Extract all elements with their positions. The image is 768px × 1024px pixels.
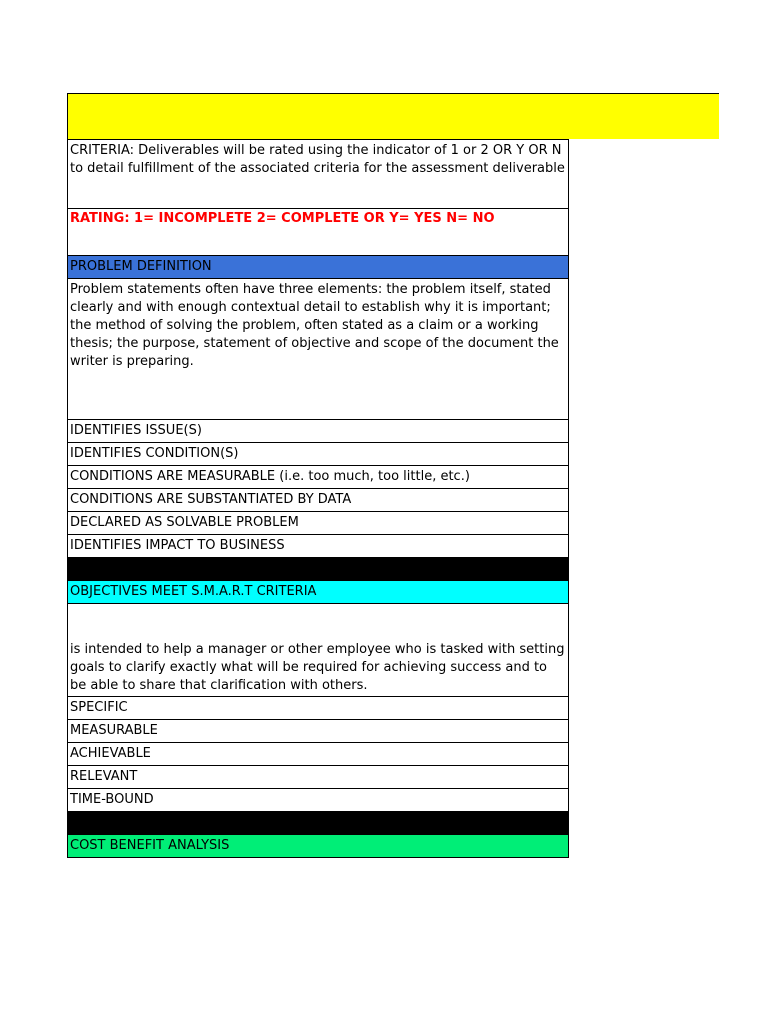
- smart-item: TIME-BOUND: [68, 789, 568, 812]
- problem-item: CONDITIONS ARE MEASURABLE (i.e. too much, too little, etc.): [68, 466, 568, 489]
- problem-definition-description: Problem statements often have three elements: the problem itself, stated clearly and with enough contextual detail to establish why it is important; the method of solving the problem, often stated as a claim or a working thesis; the purpose, statement of objective and scope of the document the writer is preparing.: [68, 279, 568, 420]
- section-divider: [68, 558, 568, 581]
- problem-item: DECLARED AS SOLVABLE PROBLEM: [68, 512, 568, 535]
- section-divider: [68, 812, 568, 835]
- problem-item: CONDITIONS ARE SUBSTANTIATED BY DATA: [68, 489, 568, 512]
- problem-item: IDENTIFIES CONDITION(S): [68, 443, 568, 466]
- smart-item: SPECIFIC: [68, 697, 568, 720]
- problem-item: IDENTIFIES ISSUE(S): [68, 420, 568, 443]
- objectives-description: is intended to help a manager or other employee who is tasked with setting goals to clarify exactly what will be required for achieving success and to be able to share that clarification with others.: [68, 604, 568, 697]
- rating-cell: RATING: 1= INCOMPLETE 2= COMPLETE OR Y= YES N= NO: [68, 209, 568, 256]
- smart-item: RELEVANT: [68, 766, 568, 789]
- problem-item: IDENTIFIES IMPACT TO BUSINESS: [68, 535, 568, 558]
- assessment-sheet: [67, 139, 569, 858]
- criteria-cell: CRITERIA: Deliverables will be rated using the indicator of 1 or 2 OR Y OR N to detail fulfillment of the associated criteria for the assessment deliverable: [68, 139, 568, 209]
- smart-item: ACHIEVABLE: [68, 743, 568, 766]
- objectives-heading: OBJECTIVES MEET S.M.A.R.T CRITERIA: [68, 581, 568, 604]
- header-banner: [67, 93, 719, 139]
- cost-benefit-heading: COST BENEFIT ANALYSIS: [68, 835, 568, 858]
- smart-item: MEASURABLE: [68, 720, 568, 743]
- problem-definition-heading: PROBLEM DEFINITION: [68, 256, 568, 279]
